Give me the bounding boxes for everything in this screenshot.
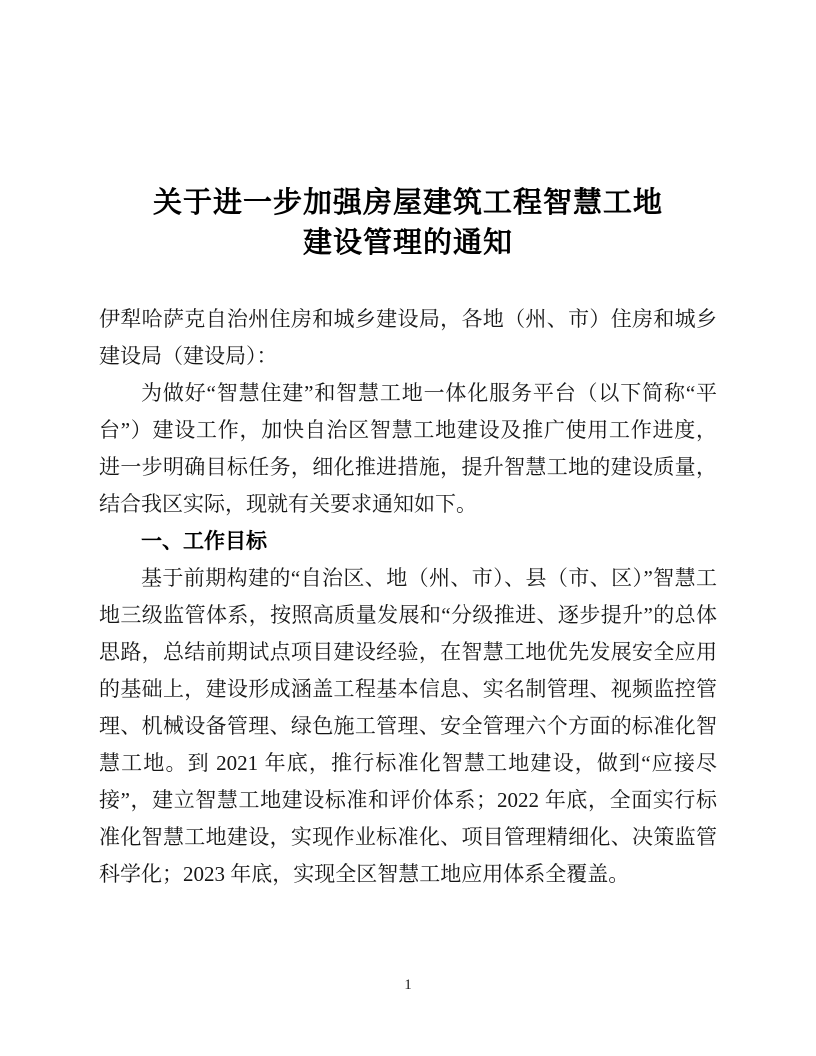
page-number: 1 xyxy=(404,977,412,993)
work-goals-paragraph: 基于前期构建的“自治区、地（州、市）、县（市、区）”智慧工地三级监管体系，按照高质量发展和“分级推进、逐步提升”的总体思路，总结前期试点项目建设经验，在智慧工地优先发展安全应用的基础上，建设形成涵盖工程基本信息、实名制管理、视频监控管理、机械设备管理、绿色施工管理、安全管理六个方面的标准化智慧工地。到 2021 年底，推行标准化智慧工地建设，做到“应接尽接”，建立智慧工地建设标准和评价体系；2022 年底，全面实行标准化智慧工地建设，实现作业标准化、项目管理精细化、决策监管科学化；2023 年底，实现全区智慧工地应用体系全覆盖。 xyxy=(99,566,717,886)
document-title-line-2: 建设管理的通知 xyxy=(302,227,513,259)
page-footer xyxy=(0,976,816,994)
document-title xyxy=(98,183,718,263)
intro-paragraph: 为做好“智慧住建”和智慧工地一体化服务平台（以下简称“平台”）建设工作，加快自治区智慧工地建设及推广使用工作进度，进一步明确目标任务，细化推进措施，提升智慧工地的建设质量，结合我区实际，现就有关要求通知如下。 xyxy=(99,381,717,516)
section-heading-work-goals: 一、工作目标 xyxy=(141,530,267,553)
salutation-paragraph: 伊犁哈萨克自治州住房和城乡建设局，各地（州、市）住房和城乡建设局（建设局）： xyxy=(99,307,717,368)
document-title-line-1: 关于进一步加强房屋建筑工程智慧工地 xyxy=(152,187,663,219)
document-body xyxy=(99,301,717,893)
